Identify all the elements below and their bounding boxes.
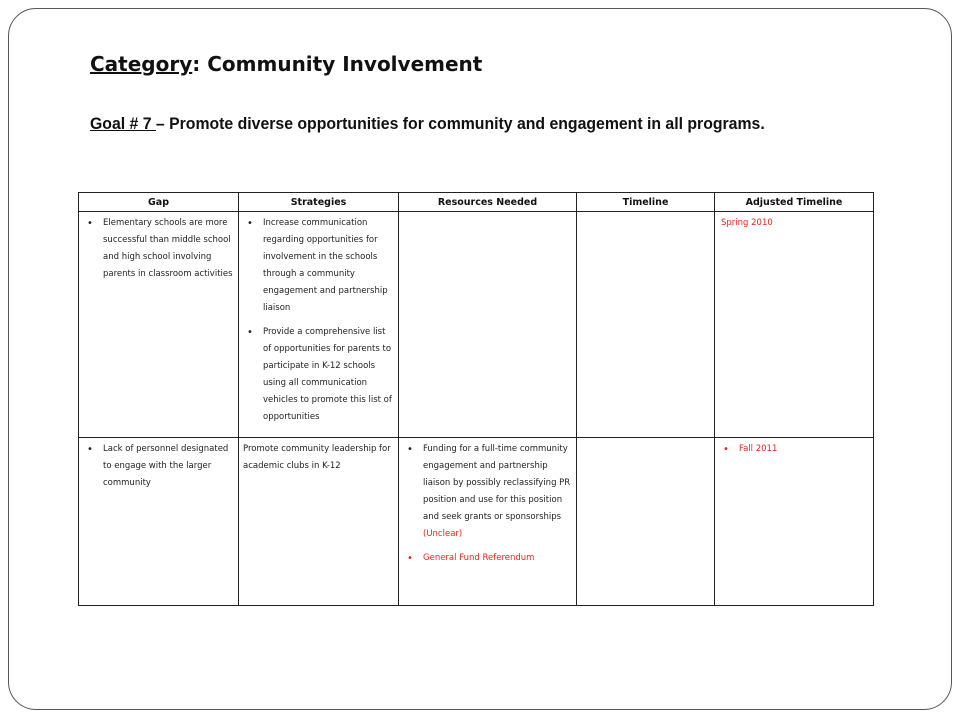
gap-item: • Elementary schools are more successful than middle school and high school involving parents in classroom activities (103, 215, 234, 283)
cell-gap (79, 212, 239, 438)
adjusted-timeline-value: Spring 2010 (721, 218, 773, 228)
goal-label: Goal # 7 (90, 114, 156, 133)
strategy-text: Promote community leadership for academic clubs in K-12 (243, 444, 391, 471)
plan-table (78, 192, 874, 606)
cell-adjusted-timeline (715, 212, 874, 438)
goal-heading (90, 114, 765, 134)
table-row (79, 212, 874, 438)
category-label: Category (90, 52, 193, 76)
resource-item: • General Fund Referendum (423, 550, 572, 567)
header-adjusted-timeline: Adjusted Timeline (715, 193, 874, 212)
resource-note: (Unclear) (423, 529, 463, 539)
cell-timeline (577, 212, 715, 438)
category-heading (90, 52, 482, 76)
category-separator: : (192, 52, 208, 76)
cell-resources (399, 438, 577, 606)
strategy-item: • Provide a comprehensive list of opportunities for parents to participate in K-12 schools using all communication vehicles to promote this list of opportunities (263, 324, 394, 426)
cell-resources (399, 212, 577, 438)
header-timeline: Timeline (577, 193, 715, 212)
cell-strategies (239, 438, 399, 606)
header-gap: Gap (79, 193, 239, 212)
strategy-item: • Increase communication regarding opportunities for involvement in the schools through a community engagement and partnership liaison (263, 215, 394, 317)
cell-gap (79, 438, 239, 606)
cell-timeline (577, 438, 715, 606)
header-resources: Resources Needed (399, 193, 577, 212)
table-header-row (79, 193, 874, 212)
adjusted-timeline-item: • Fall 2011 (739, 441, 869, 458)
table-row (79, 438, 874, 606)
resource-item (423, 441, 572, 543)
category-value: Community Involvement (207, 52, 483, 76)
cell-adjusted-timeline (715, 438, 874, 606)
gap-item: • Lack of personnel designated to engage with the larger community (103, 441, 234, 492)
resource-text: Funding for a full-time community engagement and partnership liaison by possibly reclassifying PR position and use for this position and seek grants or sponsorships (423, 444, 571, 522)
goal-text: – Promote diverse opportunities for community and engagement in all programs. (155, 114, 765, 133)
cell-strategies (239, 212, 399, 438)
header-strategies: Strategies (239, 193, 399, 212)
